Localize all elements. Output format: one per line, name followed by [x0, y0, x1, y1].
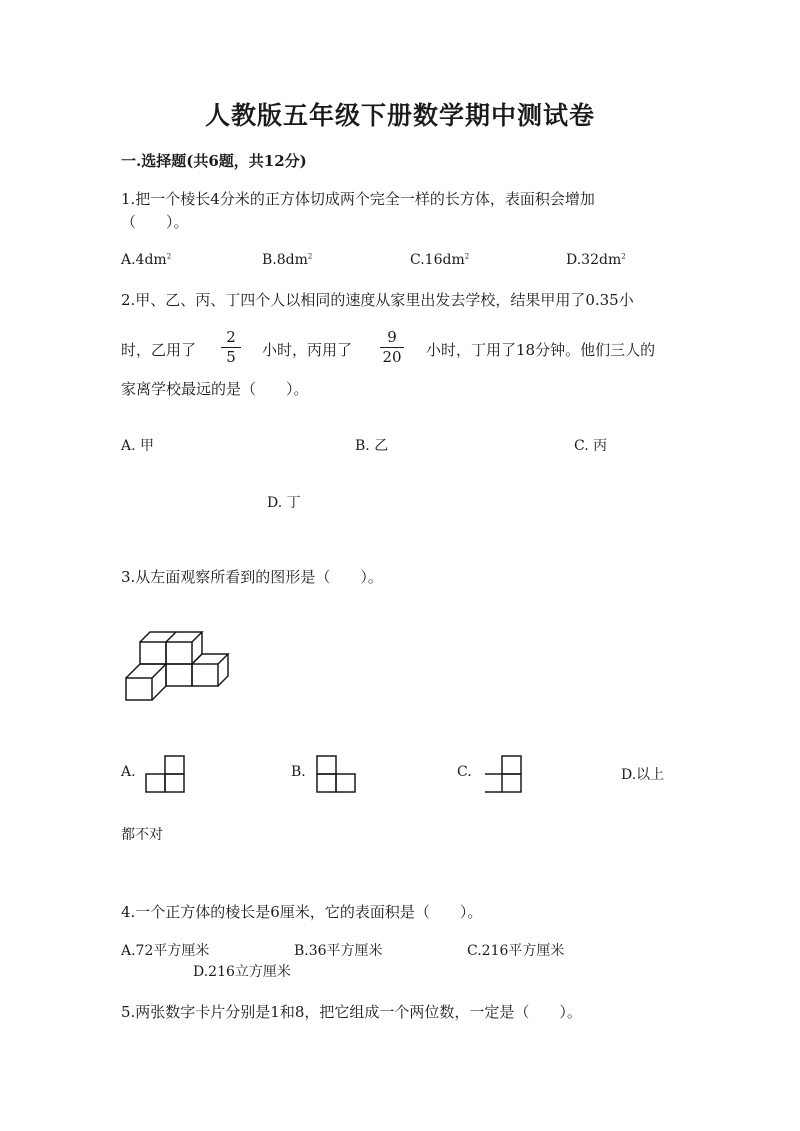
fraction-nine-twentieths [380, 330, 404, 365]
cube-stack-figure [120, 624, 240, 704]
q5-text: 5.两张数字卡片分别是1和8，把它组成一个两位数，一定是（ ）。 [121, 1003, 582, 1021]
q2-option-a[interactable]: A. 甲 [121, 438, 155, 454]
q3-option-a[interactable]: A. [121, 764, 136, 780]
q1-option-c[interactable]: $C.16dm^2$ [410, 252, 470, 268]
q3-text: 3.从左面观察所看到的图形是（ ）。 [121, 568, 383, 586]
fraction-two-fifths [221, 330, 241, 365]
q1-line2: （ ）。 [121, 213, 189, 231]
q1-line1: 1.把一个棱长4分米的正方体切成两个完全一样的长方体，表面积会增加 [121, 190, 595, 208]
q3-option-d[interactable]: D.以上 [621, 767, 665, 783]
q2-option-c[interactable]: C. 丙 [574, 438, 608, 454]
q3-option-c[interactable]: C. [457, 764, 472, 780]
q2-part-b: 小时，丙用了 [262, 341, 353, 359]
q2-line3: 家离学校最远的是（ ）。 [121, 380, 309, 398]
page-title: 人教版五年级下册数学期中测试卷 [204, 101, 595, 130]
option-a-shape-icon [144, 754, 186, 794]
q4-option-d[interactable]: D.216立方厘米 [193, 964, 291, 980]
q2-option-d[interactable]: D. 丁 [267, 495, 301, 511]
q3-option-b[interactable]: B. [291, 764, 306, 780]
q2-part-c: 小时，丁用了18分钟。他们三人的 [426, 341, 656, 359]
q4-option-b[interactable]: B.36平方厘米 [294, 943, 383, 959]
q2-option-b[interactable]: B. 乙 [355, 438, 389, 454]
option-c-shape-icon [483, 754, 525, 794]
q2-part-a: 时，乙用了 [121, 341, 197, 359]
q3-option-d-continued: 都不对 [121, 827, 163, 843]
q4-text: 4.一个正方体的棱长是6厘米，它的表面积是（ ）。 [121, 903, 483, 921]
q1-option-a[interactable]: $A.4dm^2$ [121, 252, 172, 268]
fraction-numerator: 2 [226, 328, 236, 346]
fraction-denominator: 20 [382, 348, 402, 366]
q1-option-b[interactable]: $B.8dm^2$ [262, 252, 313, 268]
option-b-shape-icon [315, 754, 357, 794]
q2-line1: 2.甲、乙、丙、丁四个人以相同的速度从家里出发去学校，结果甲用了0.35小 [121, 291, 634, 309]
fraction-numerator: 9 [387, 328, 397, 346]
q4-option-a[interactable]: A.72平方厘米 [121, 943, 210, 959]
q4-option-c[interactable]: C.216平方厘米 [467, 943, 565, 959]
fraction-denominator: 5 [226, 348, 236, 366]
q1-option-d[interactable]: $D.32dm^2$ [566, 252, 626, 268]
section-heading: 一.选择题(共6题，共12分) [121, 152, 307, 170]
